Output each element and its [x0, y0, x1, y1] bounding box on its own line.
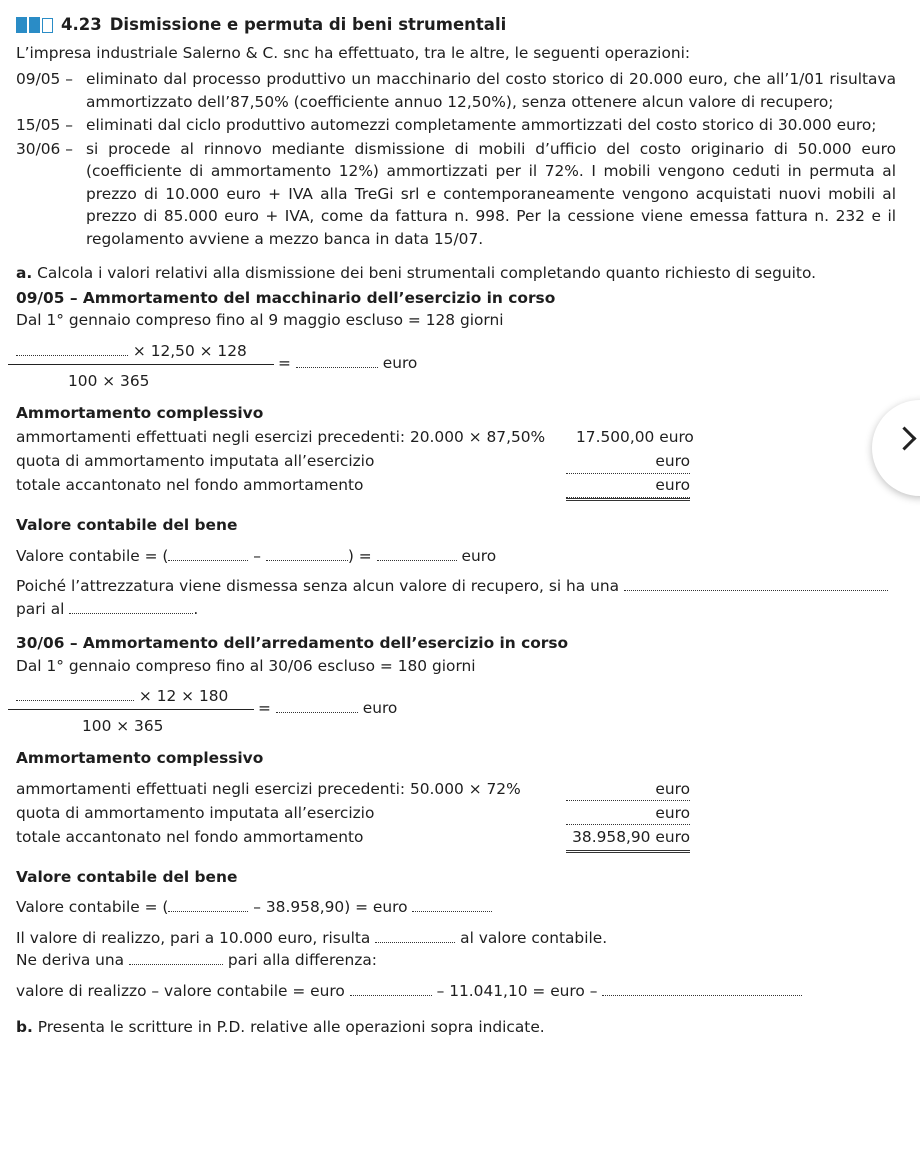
amm-row-value[interactable]: euro	[566, 802, 690, 825]
exercise-number: 4.23	[61, 14, 102, 34]
amm-heading: Ammortamento complessivo	[16, 403, 264, 422]
fraction-numerator	[16, 340, 247, 362]
blank-field[interactable]	[168, 549, 248, 561]
level-square-filled-icon	[29, 17, 40, 33]
amm-row-label: ammortamenti effettuati negli esercizi precedenti: 50.000 × 72%	[16, 779, 521, 798]
unit-label: euro	[655, 476, 690, 495]
amm-row-label: totale accantonato nel fondo ammortamento	[16, 476, 364, 495]
vc-heading: Valore contabile del bene	[16, 516, 238, 535]
amm-row-value: 17.500,00 euro	[576, 428, 694, 447]
sentence-text: Il valore di realizzo, pari a 10.000 euro, risulta	[16, 928, 371, 947]
blank-field[interactable]	[168, 900, 248, 912]
amm-row-label: quota di ammortamento imputata all’esercizio	[16, 452, 375, 471]
deriva-sentence	[16, 949, 896, 971]
blank-field[interactable]	[296, 356, 378, 368]
blank-field[interactable]	[276, 701, 358, 713]
operation-date: 09/05 –	[16, 70, 73, 89]
unit-label: euro	[382, 353, 418, 372]
blank-field[interactable]	[69, 602, 193, 614]
fraction-denominator: 100 × 365	[68, 371, 150, 390]
operation-item	[16, 68, 896, 113]
amm-row-value[interactable]: euro	[566, 778, 690, 801]
amm-row-value[interactable]: euro	[566, 450, 690, 473]
amm-row-label: quota di ammortamento imputata all’esercizio	[16, 803, 375, 822]
blank-field[interactable]	[129, 953, 223, 965]
fraction-formula	[16, 340, 896, 396]
operation-text: eliminati dal ciclo produttivo automezzi completamente ammortizzati del costo storico di 30.000 euro;	[86, 116, 877, 135]
minus-sign: –	[253, 546, 261, 565]
sentence-text: Ne deriva una	[16, 951, 125, 970]
sentence-text: pari alla differenza:	[227, 951, 377, 970]
level-square-empty-icon	[42, 18, 53, 33]
amm-heading: Ammortamento complessivo	[16, 749, 264, 768]
part-a-text: Calcola i valori relativi alla dismissione dei beni strumentali completando quanto richiesto di seguito.	[37, 264, 816, 283]
sentence-text: Poiché l’attrezzatura viene dismessa senza alcun valore di recupero, si ha una	[16, 577, 620, 596]
sentence-text: – 11.041,10 = euro –	[436, 981, 598, 1000]
formula-line	[16, 980, 896, 1002]
equals-sign: =	[278, 353, 291, 372]
vc-formula	[16, 896, 896, 918]
amm-row-label: totale accantonato nel fondo ammortamento	[16, 827, 364, 846]
blank-field[interactable]	[350, 984, 432, 996]
part-b-letter: b.	[16, 1018, 33, 1037]
exercise-page	[16, 10, 896, 1039]
amm-table	[16, 424, 896, 502]
vc-label: Valore contabile = (	[16, 898, 169, 917]
blank-field[interactable]	[375, 931, 455, 943]
blank-field[interactable]	[412, 900, 492, 912]
level-square-filled-icon	[16, 17, 27, 33]
sentence-text: al valore contabile.	[460, 928, 608, 947]
part-b-text: Presenta le scritture in P.D. relative alle operazioni sopra indicate.	[37, 1018, 545, 1037]
chevron-right-icon	[892, 426, 916, 450]
numerator-text: × 12,50 × 128	[132, 341, 247, 360]
equals-sign: =	[258, 699, 271, 718]
amm-table	[16, 776, 896, 854]
vc-mid: – 38.958,90) = euro	[253, 898, 408, 917]
blank-field[interactable]	[602, 984, 802, 996]
amm-row-label: ammortamenti effettuati negli esercizi precedenti: 20.000 × 87,50%	[16, 428, 546, 447]
amm-row-value: 38.958,90 euro	[572, 827, 690, 846]
blank-field[interactable]	[377, 549, 457, 561]
exercise-title: Dismissione e permuta di beni strumentali	[109, 14, 507, 34]
section-heading-macchinario: 09/05 – Ammortamento del macchinario dell’esercizio in corso	[16, 288, 556, 307]
realizzo-sentence	[16, 927, 896, 949]
fraction-bar	[8, 709, 254, 710]
blank-field[interactable]	[624, 579, 888, 591]
fraction-bar	[8, 364, 274, 365]
operation-item	[16, 138, 896, 250]
fraction-numerator	[16, 685, 228, 707]
amm-row-value[interactable]	[566, 474, 690, 497]
operation-text: eliminato dal processo produttivo un macchinario del costo storico di 20.000 euro, che all’1/01 risultava ammortizzato dell’87,50% (coefficiente annuo 12,50%), senza ottenere alcun valore di recupero;	[86, 70, 896, 111]
part-a-instruction	[16, 262, 896, 284]
blank-field[interactable]	[16, 344, 128, 356]
operation-item	[16, 114, 896, 136]
days-count: Dal 1° gennaio compreso fino al 9 maggio escluso = 128 giorni	[16, 311, 504, 330]
vc-heading: Valore contabile del bene	[16, 867, 238, 886]
vc-label: Valore contabile = (	[16, 546, 169, 565]
blank-field[interactable]	[266, 549, 348, 561]
fraction-formula	[16, 685, 896, 741]
sentence-text: valore di realizzo – valore contabile = euro	[16, 981, 345, 1000]
unit-label: euro	[362, 699, 398, 718]
vc-close: ) =	[347, 546, 372, 565]
part-b-instruction	[16, 1016, 896, 1038]
fraction-result	[258, 697, 397, 719]
fraction-result	[278, 352, 417, 374]
exercise-header	[16, 10, 896, 40]
operations-list	[16, 68, 896, 250]
operation-text: si procede al rinnovo mediante dismissione di mobili d’ufficio del costo originario di 50.000 euro (coefficiente di ammortamento 12%) ammortizzati per il 72%. I mobili vengono ceduti in permuta al prezzo di 10.000 euro + IVA alla TreGi srl e contemporaneamente vengono acquistati nuovi mobili al prezzo di 85.000 euro + IVA, come da fattura n. 998. Per la cessione viene emessa fattura n. 232 e il regolamento avviene a mezzo banca in data 15/07.	[86, 139, 896, 248]
operation-date: 15/05 –	[16, 116, 73, 135]
unit-label: euro	[461, 546, 497, 565]
part-a-letter: a.	[16, 264, 33, 283]
numerator-text: × 12 × 180	[138, 687, 229, 706]
exercise-intro: L’impresa industriale Salerno & C. snc ha effettuato, tra le altre, le seguenti operazioni:	[16, 44, 691, 62]
operation-date: 30/06 –	[16, 139, 73, 158]
blank-field[interactable]	[16, 689, 134, 701]
fraction-denominator: 100 × 365	[82, 717, 164, 736]
dismissione-sentence: Poiché l’attrezzatura viene dismessa senza alcun valore di recupero, si ha una pari al .	[16, 575, 896, 620]
days-count: Dal 1° gennaio compreso fino al 30/06 escluso = 180 giorni	[16, 656, 476, 675]
total-double-rule	[566, 498, 690, 501]
vc-formula	[16, 545, 896, 567]
total-double-rule	[566, 850, 690, 853]
sentence-text: pari al	[16, 599, 65, 618]
section-heading-arredamento: 30/06 – Ammortamento dell’arredamento dell’esercizio in corso	[16, 634, 569, 653]
